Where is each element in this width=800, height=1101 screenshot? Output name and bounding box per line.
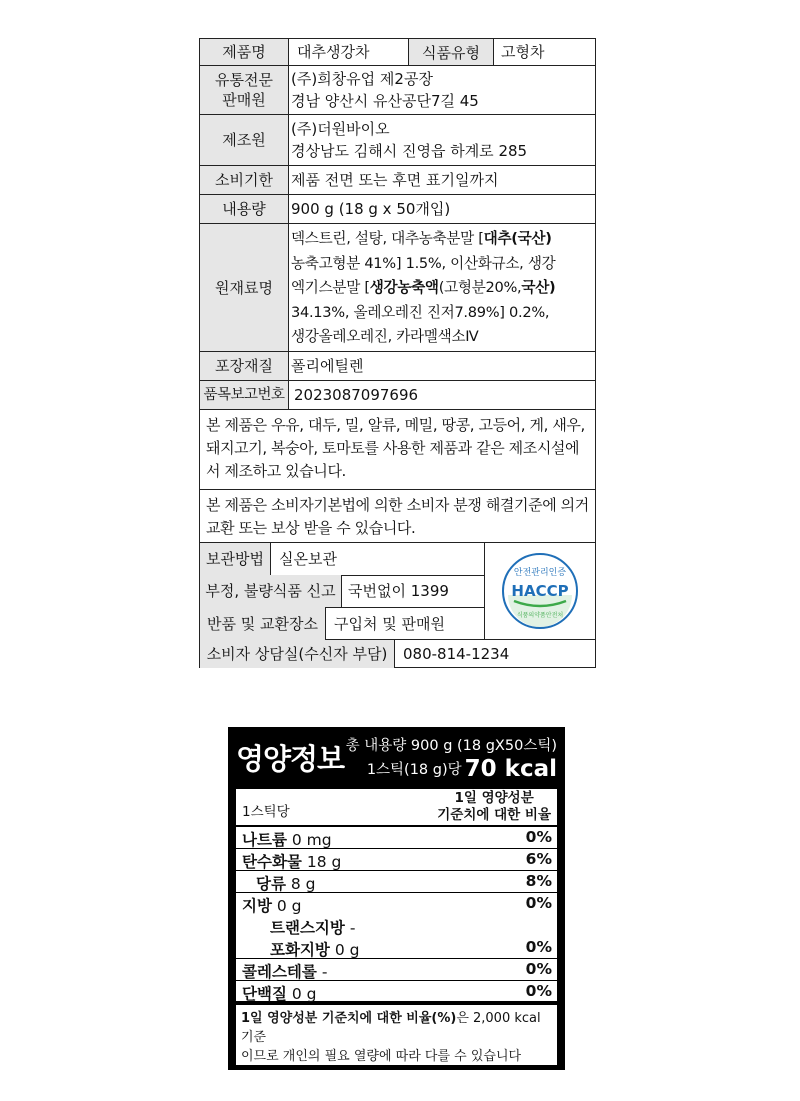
footnote-bold: 1일 영양성분 기준치에 대한 비율(%) xyxy=(241,1011,457,1026)
seller-address: 경남 양산시 유산공단7길 45 xyxy=(291,92,479,110)
nutrient-name: 나트륨 xyxy=(242,831,287,849)
row-consult xyxy=(200,640,595,668)
ingredients-label: 원재료명 xyxy=(200,224,289,351)
nutrient-percent: 6% xyxy=(525,850,552,868)
nutrition-facts-panel xyxy=(228,727,565,1070)
footnote-rest: 은 2,000 kcal기준 xyxy=(241,1011,541,1045)
food-type-value: 고형차 xyxy=(501,43,545,61)
nutrient-name: 콜레스테롤 xyxy=(242,963,317,981)
nutrient-name: 포화지방 xyxy=(270,941,330,959)
calories: 70 kcal xyxy=(464,756,557,782)
row-product-name xyxy=(200,39,595,66)
serving-size: 1스틱(18 g)당 xyxy=(366,762,462,778)
nutrient-row xyxy=(236,893,557,915)
report-bad-food-value: 국번없이 1399 xyxy=(348,582,449,600)
row-content xyxy=(200,195,595,224)
nutrition-subheader xyxy=(236,789,557,827)
nutrient-name: 트랜스지방 xyxy=(270,919,345,937)
maker-value xyxy=(291,115,527,165)
ingredients-value xyxy=(291,227,592,350)
row-expiry xyxy=(200,166,595,195)
nutrient-amount: - xyxy=(349,919,356,937)
nutrient-percent: 8% xyxy=(525,872,552,890)
daily-value-header: 1일 영양성분 기준치에 대한 비율 xyxy=(437,790,551,823)
consult-label: 소비자 상담실(수신자 부담) xyxy=(200,640,395,668)
haccp-logo-icon xyxy=(500,551,580,631)
maker-name: (주)더원바이오 xyxy=(291,120,390,138)
nutrient-name: 당류 xyxy=(256,875,286,893)
row-packaging xyxy=(200,352,595,381)
nutrient-name: 탄수화물 xyxy=(242,853,302,871)
seller-label xyxy=(200,66,289,114)
nutrient-row xyxy=(236,871,557,893)
dispute-notice: 본 제품은 소비자기본법에 의한 소비자 분쟁 해결기준에 의거 교환 또는 보상 받을 수 있습니다. xyxy=(206,496,589,537)
product-name-value: 대추생강차 xyxy=(297,43,370,61)
nutrient-percent: 0% xyxy=(525,938,552,956)
haccp-top-text: 안전관리인증 xyxy=(513,568,567,578)
row-maker xyxy=(200,115,595,166)
storage-value: 실온보관 xyxy=(279,550,337,568)
nutrition-total-content: 총 내용량 900 g (18 gX50스틱) xyxy=(345,738,557,754)
nutrient-percent: 0% xyxy=(525,982,552,1000)
nutrition-header xyxy=(228,727,565,789)
row-return-place xyxy=(200,607,484,640)
food-type-label: 식품유형 xyxy=(408,39,494,65)
ingredients-line: 엑기스분말 [생강농축액(고형분20%,국산) xyxy=(291,279,556,296)
haccp-mark-cell xyxy=(484,543,595,639)
per-serving-label: 1스틱당 xyxy=(242,804,290,820)
ingredients-line: 덱스트린, 설탕, 대추농축분말 [대추(국산) xyxy=(291,230,552,247)
nutrient-amount: 0 g xyxy=(291,985,317,1003)
packaging-value: 폴리에틸렌 xyxy=(291,357,364,375)
maker-address: 경상남도 김해시 진영읍 하계로 285 xyxy=(291,142,528,160)
haccp-main-text: HACCP xyxy=(511,582,569,600)
content-value: 900 g (18 g x 50개입) xyxy=(291,200,451,218)
nutrition-body xyxy=(236,789,557,1001)
nutrient-percent: 0% xyxy=(525,894,552,912)
ingredients-line: 생강올레오레진, 카라멜색소Ⅳ xyxy=(291,328,479,345)
nutrient-amount: 0 mg xyxy=(291,831,332,849)
nutrient-row xyxy=(236,937,557,959)
seller-name: (주)희창유업 제2공장 xyxy=(291,70,433,88)
nutrition-footnote xyxy=(236,1005,557,1065)
nutrient-row xyxy=(236,827,557,849)
nutrient-row xyxy=(236,959,557,981)
seller-label-line1: 유통전문 xyxy=(215,71,273,89)
nutrition-serving xyxy=(367,756,557,782)
row-ingredients xyxy=(200,224,595,352)
maker-label: 제조원 xyxy=(200,115,289,165)
seller-value xyxy=(291,66,479,114)
product-info-table xyxy=(199,38,596,668)
nutrient-percent: 0% xyxy=(525,960,552,978)
expiry-label: 소비기한 xyxy=(200,166,289,194)
nutrient-amount: - xyxy=(321,963,328,981)
footnote-line2: 이므로 개인의 필요 열량에 따라 다를 수 있습니다 xyxy=(241,1049,522,1064)
report-bad-food-label: 부정, 불량식품 신고 xyxy=(200,575,342,607)
content-label: 내용량 xyxy=(200,195,289,223)
ingredients-line: 34.13%, 올레오레진 진저7.89%] 0.2%, xyxy=(291,303,550,321)
nutrient-row xyxy=(236,849,557,871)
seller-label-line2: 판매원 xyxy=(222,91,266,109)
nutrient-row xyxy=(236,915,557,937)
nutrient-name: 지방 xyxy=(242,897,272,915)
return-place-value: 구입처 및 판매원 xyxy=(334,614,445,633)
nutrient-percent: 0% xyxy=(525,828,552,846)
row-allergy-notice xyxy=(200,410,595,490)
product-name-label: 제품명 xyxy=(200,39,289,65)
row-storage xyxy=(200,543,484,576)
packaging-label: 포장재질 xyxy=(200,352,289,380)
nutrient-amount: 8 g xyxy=(290,875,316,893)
nutrient-name: 단백질 xyxy=(242,985,287,1003)
haccp-bottom-text: 식품의약품안전처 xyxy=(516,612,564,619)
ingredients-line: 농축고형분 41%] 1.5%, 이산화규소, 생강 xyxy=(291,254,556,272)
expiry-value: 제품 전면 또는 후면 표기일까지 xyxy=(291,171,499,189)
return-place-label: 반품 및 교환장소 xyxy=(200,607,326,640)
nutrient-amount: 0 g xyxy=(334,941,360,959)
row-seller xyxy=(200,66,595,115)
allergy-notice: 본 제품은 우유, 대두, 밀, 알류, 메밀, 땅콩, 고등어, 게, 새우, 돼지고기, 복숭아, 토마토를 사용한 제품과 같은 제조시설에 서 제조하고 있습니다. xyxy=(206,416,585,480)
nutrient-row xyxy=(236,981,557,1003)
report-number-value: 2023087097696 xyxy=(294,386,419,404)
storage-label: 보관방법 xyxy=(200,543,271,575)
consult-phone: 080-814-1234 xyxy=(403,645,510,663)
row-storage-group xyxy=(200,543,595,640)
row-report-number xyxy=(200,381,595,410)
nutrition-title: 영양정보 xyxy=(236,742,345,776)
row-report-bad-food xyxy=(200,575,484,608)
row-dispute-notice xyxy=(200,490,595,543)
report-number-label: 품목보고번호 xyxy=(200,381,289,409)
nutrient-amount: 18 g xyxy=(306,853,342,871)
nutrient-amount: 0 g xyxy=(276,897,302,915)
